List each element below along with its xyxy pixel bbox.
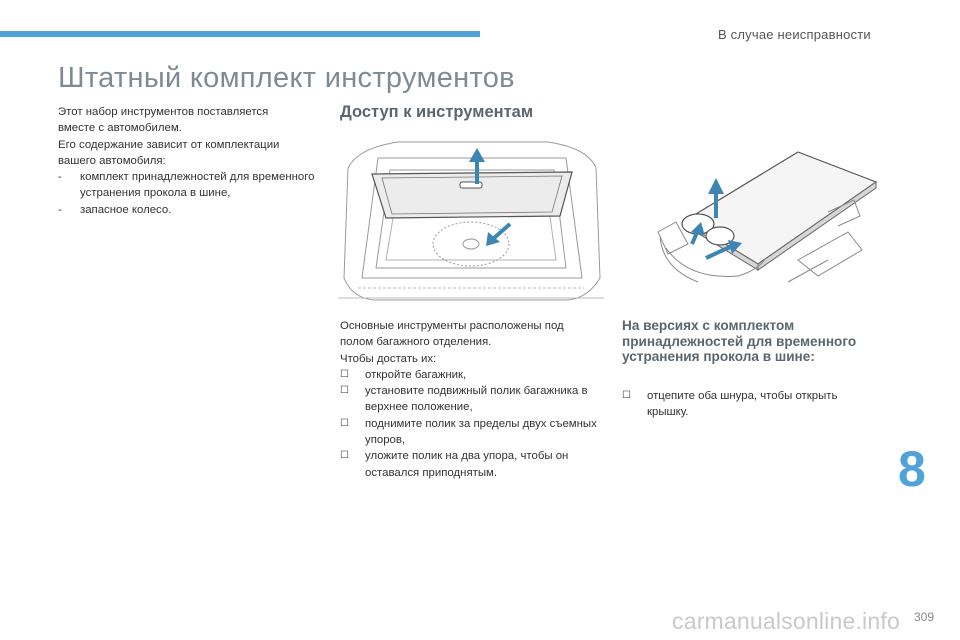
repair-kit-illustration: [648, 140, 880, 300]
repair-kit-heading: На версиях с комплектом принадлежностей для временного устранения прокола в шине:: [622, 318, 857, 364]
checkbox-bullet-icon: ☐: [340, 385, 349, 397]
paragraph-line: полом багажного отделения.: [340, 336, 492, 349]
list-item-text: установите подвижный полик багажника в верхнее положение,: [365, 385, 588, 414]
list-item-text: поднимите полик за пределы двух съемных упоров,: [365, 417, 597, 447]
header-accent-bar: [0, 31, 480, 37]
list-item: [58, 169, 328, 202]
trunk-floor-illustration: [338, 128, 604, 306]
list-item-text: запасное колесо.: [80, 203, 172, 216]
list-item: [340, 383, 610, 416]
access-instructions: [340, 318, 610, 481]
repair-kit-instructions: [622, 388, 872, 421]
down-arrow-icon: [486, 224, 510, 246]
list-item-text: комплект принадлежностей для временного устранения прокола в шине,: [80, 171, 315, 200]
checkbox-bullet-icon: ☐: [340, 450, 349, 462]
section-title: В случае неисправности: [718, 27, 871, 42]
intro-line: Его содержание зависит от комплектации: [58, 138, 280, 151]
dash-marker: -: [58, 171, 62, 184]
intro-line: вместе с автомобилем.: [58, 122, 182, 135]
intro-text: [58, 104, 328, 218]
list-item: [622, 388, 872, 421]
intro-line: вашего автомобиля:: [58, 154, 166, 167]
list-item: [340, 367, 610, 383]
access-heading: Доступ к инструментам: [340, 103, 534, 121]
list-item-text: откройте багажник,: [365, 368, 467, 381]
checkbox-bullet-icon: ☐: [622, 390, 631, 401]
list-item: [58, 202, 328, 218]
chapter-number: 8: [898, 441, 926, 497]
watermark: carmanualsonline.info: [672, 608, 900, 634]
paragraph-line: Чтобы достать их:: [340, 352, 437, 365]
paragraph-line: Основные инструменты расположены под: [340, 320, 564, 332]
intro-line: Этот набор инструментов поставляется: [58, 106, 269, 118]
checkbox-bullet-icon: ☐: [340, 417, 349, 429]
list-item: [340, 448, 610, 481]
checkbox-bullet-icon: ☐: [340, 368, 349, 380]
page-number: 309: [914, 610, 935, 624]
list-item-text: отцепите оба шнура, чтобы открыть крышку.: [647, 390, 838, 419]
list-item-text: уложите полик на два упора, чтобы он оставался приподнятым.: [365, 450, 569, 479]
dash-marker: -: [58, 203, 62, 216]
page-title: Штатный комплект инструментов: [58, 62, 515, 94]
list-item: [340, 416, 610, 449]
